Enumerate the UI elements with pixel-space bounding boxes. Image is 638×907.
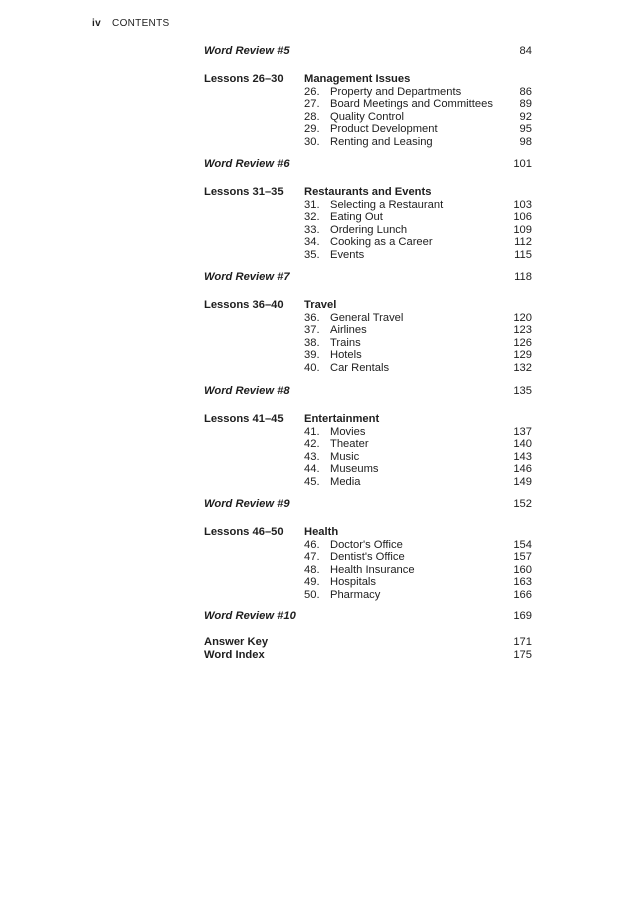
- unit-title: Entertainment: [304, 413, 380, 425]
- lesson-number: 37.: [304, 324, 320, 337]
- page-number: 84: [519, 45, 532, 57]
- page-number: 163: [513, 576, 532, 589]
- header-title: CONTENTS: [112, 18, 170, 29]
- page-number: 118: [514, 271, 532, 283]
- unit-title: Health: [304, 526, 339, 538]
- lesson-number: 40.: [304, 362, 320, 374]
- lesson-number: 48.: [304, 563, 320, 576]
- lesson-title: Music: [330, 450, 360, 463]
- word-review-entry: [0, 384, 638, 398]
- lesson-title: Museums: [330, 463, 379, 476]
- page-number: 135: [513, 385, 532, 397]
- lesson-title: Theater: [330, 438, 369, 451]
- page-number: 129: [513, 349, 532, 362]
- lesson-title: Movies: [330, 425, 366, 438]
- lessons-range: Lessons 31–35: [204, 186, 284, 198]
- lesson-number: 46.: [304, 538, 320, 551]
- page-number: 126: [513, 336, 532, 349]
- word-review-label: Word Review #9: [204, 498, 290, 510]
- word-review-label: Word Review #5: [204, 45, 290, 57]
- page-number: 109: [513, 223, 532, 236]
- lesson-title: Doctor's Office: [330, 538, 403, 551]
- lessons-range: Lessons 41–45: [204, 413, 284, 425]
- word-review-entry: [0, 44, 638, 58]
- page-number: 98: [519, 136, 532, 148]
- lesson-entry: [0, 475, 638, 489]
- lesson-title: Quality Control: [330, 110, 404, 123]
- lesson-number: 47.: [304, 551, 320, 564]
- lesson-number: 35.: [304, 249, 320, 261]
- lesson-number: 27.: [304, 98, 320, 111]
- word-review-entry: [0, 157, 638, 171]
- page-number: 95: [519, 123, 532, 136]
- page-number: 149: [513, 476, 532, 488]
- lesson-number: 44.: [304, 463, 320, 476]
- lessons-range: Lessons 26–30: [204, 73, 284, 85]
- unit-title: Travel: [304, 299, 337, 311]
- word-review-label: Word Review #7: [204, 271, 290, 283]
- lesson-title: Car Rentals: [330, 362, 390, 374]
- page-number: 101: [513, 158, 532, 170]
- back-matter-label: Answer Key: [204, 636, 269, 648]
- page-number: 112: [514, 236, 532, 249]
- lesson-title: Selecting a Restaurant: [330, 198, 444, 211]
- lesson-number: 41.: [304, 425, 320, 438]
- lesson-title: Health Insurance: [330, 563, 415, 576]
- lesson-title: Hospitals: [330, 576, 377, 589]
- lesson-title: Board Meetings and Committees: [330, 98, 493, 111]
- lesson-number: 26.: [304, 85, 320, 98]
- page-number: 106: [513, 211, 532, 224]
- lesson-title: Cooking as a Career: [330, 236, 433, 249]
- word-review-entry: [0, 609, 638, 623]
- lesson-title: Pharmacy: [330, 589, 381, 601]
- word-review-entry: [0, 270, 638, 284]
- back-matter-entry: [0, 648, 638, 662]
- lesson-number: 29.: [304, 123, 320, 136]
- lesson-number: 33.: [304, 223, 320, 236]
- lessons-range: Lessons 46–50: [204, 526, 284, 538]
- lesson-number: 34.: [304, 236, 320, 249]
- page-number: 160: [513, 563, 532, 576]
- page-number: 175: [513, 649, 532, 661]
- page-number: 115: [514, 249, 532, 261]
- page-number: 103: [513, 198, 532, 211]
- lesson-title: Product Development: [330, 123, 438, 136]
- page-number: 92: [519, 110, 532, 123]
- lesson-title: Dentist's Office: [330, 551, 405, 564]
- page-number: 152: [513, 498, 532, 510]
- lesson-entry: [0, 588, 638, 602]
- unit-title: Management Issues: [304, 73, 411, 85]
- page-number: 166: [513, 589, 532, 601]
- page-number: 146: [513, 463, 532, 476]
- lesson-title: Eating Out: [330, 211, 383, 224]
- lesson-number: 50.: [304, 589, 320, 601]
- lesson-number: 43.: [304, 450, 320, 463]
- page-number: 89: [519, 98, 532, 111]
- back-matter-label: Word Index: [204, 649, 265, 661]
- page-number: 157: [513, 551, 532, 564]
- lesson-entry: [0, 361, 638, 375]
- lesson-title: Media: [330, 476, 361, 488]
- lesson-number: 38.: [304, 336, 320, 349]
- lesson-entry: [0, 135, 638, 149]
- lesson-number: 31.: [304, 198, 320, 211]
- page-number: 132: [513, 362, 532, 374]
- page-number-roman: iv: [92, 18, 101, 29]
- lesson-title: Airlines: [330, 324, 367, 337]
- word-review-label: Word Review #6: [204, 158, 290, 170]
- lesson-number: 49.: [304, 576, 320, 589]
- lesson-number: 30.: [304, 136, 320, 148]
- unit-title: Restaurants and Events: [304, 186, 432, 198]
- lesson-title: Renting and Leasing: [330, 136, 433, 148]
- lesson-entry: [0, 248, 638, 262]
- page-number: 171: [513, 636, 532, 648]
- lesson-number: 28.: [304, 110, 320, 123]
- lesson-number: 42.: [304, 438, 320, 451]
- back-matter-entry: [0, 635, 638, 649]
- lesson-title: Property and Departments: [330, 85, 462, 98]
- page-number: 123: [513, 324, 532, 337]
- lesson-number: 45.: [304, 476, 320, 488]
- lesson-number: 32.: [304, 211, 320, 224]
- lesson-number: 39.: [304, 349, 320, 362]
- word-review-entry: [0, 497, 638, 511]
- lesson-title: Hotels: [330, 349, 362, 362]
- lessons-range: Lessons 36–40: [204, 299, 284, 311]
- page-number: 86: [519, 85, 532, 98]
- word-review-label: Word Review #10: [204, 610, 296, 622]
- lesson-title: Ordering Lunch: [330, 223, 408, 236]
- word-review-label: Word Review #8: [204, 385, 290, 397]
- lesson-number: 36.: [304, 311, 320, 324]
- page-number: 137: [513, 425, 532, 438]
- page-number: 143: [513, 450, 532, 463]
- lesson-title: Events: [330, 249, 365, 261]
- lesson-title: Trains: [330, 336, 361, 349]
- lesson-title: General Travel: [330, 311, 404, 324]
- page-number: 154: [513, 538, 532, 551]
- page-number: 169: [513, 610, 532, 622]
- page-number: 120: [513, 311, 532, 324]
- page-number: 140: [513, 438, 532, 451]
